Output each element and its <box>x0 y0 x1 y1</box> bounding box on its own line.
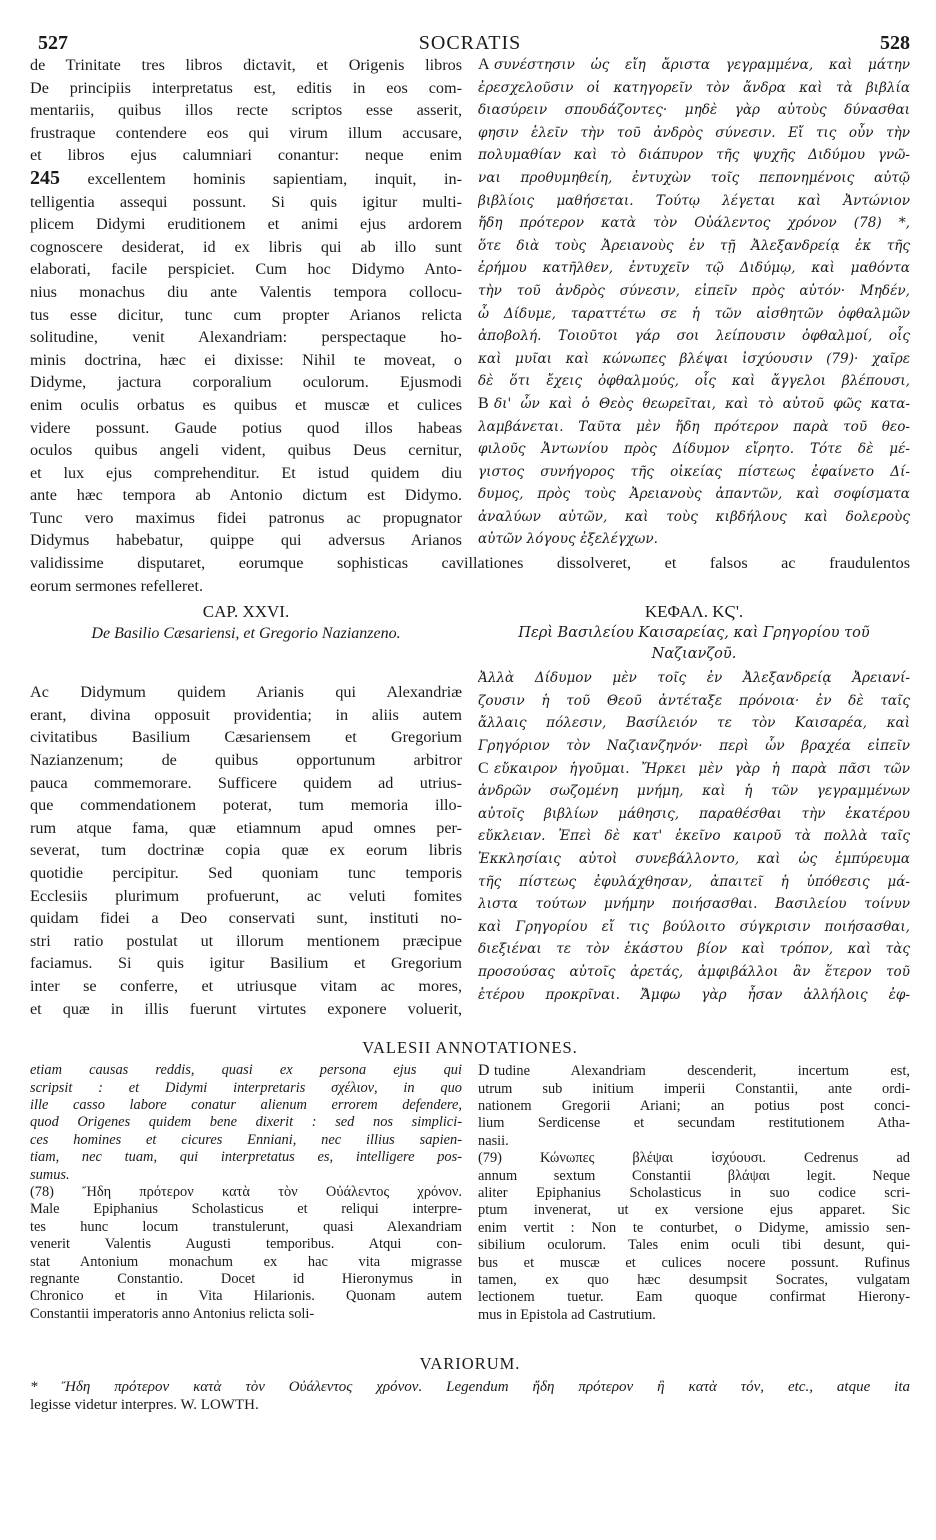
greek-line: Ἀλλὰ Δίδυμον μὲν τοῖς ἐν Ἀλεξανδρείᾳ Ἀρειανί- <box>478 670 910 687</box>
margin-number: 245 <box>30 166 60 189</box>
latin-line: de Trinitate tres libros dictavit, et Origenis libros <box>30 56 462 74</box>
greek-line: φησιν ἑλεῖν τὴν τοῦ ἀνδρὸς σύνεσιν. Εἴ τις οὖν τὴν <box>478 124 910 141</box>
annotation-columns <box>30 1062 910 1324</box>
latin-line: et lux ejus comprehenditur. Et istud quidem diu <box>30 463 462 482</box>
greek-chapter-subtitle: Ναζιανζοῦ. <box>651 646 737 663</box>
greek-chapter-title: ΚΕΦΑΛ. ΚϚ'. <box>644 602 744 622</box>
section-marker-b: B <box>478 394 489 412</box>
annotation-line: scripsit : et Didymi interpretaris σχέλιον, in quo <box>30 1079 462 1096</box>
annotation-line: bus et muscæ et culices nocere possunt. Rufinus <box>478 1254 910 1271</box>
latin-line: pauca commemorare. Sufficere quidem ad utrius- <box>30 773 462 792</box>
annotation-line: regnante Constantio. Docet id Hieronymus in <box>30 1271 462 1288</box>
greek-line: εὔκλειαν. Ἐπεὶ δὲ κατ' ἐκεῖνο καιροῦ τὰ πολλὰ ταῖς <box>478 828 910 845</box>
latin-line-text: excellentem hominis sapientiam, inquit, in- <box>87 169 462 188</box>
full-line: eorum sermones refelleret. <box>30 576 204 595</box>
annotation-line: aliter Epiphanius Scholasticus in suo codice scri- <box>478 1185 910 1201</box>
latin-line: videre possunt. Gaude potius quod illos habeas <box>30 418 462 437</box>
latin-line: inter se conferre, et utriusque vitam ac mores, <box>30 976 462 995</box>
greek-line: ἑτέρου προκρῖναι. Ἄμφω γὰρ ἦσαν ἀλλήλοις ἐφ- <box>478 986 910 1003</box>
latin-line: nius monachus diu ante Valentis tempora collocu- <box>30 282 462 301</box>
latin-line: Ecclesiis plurimum profuerunt, ac veluti fomites <box>30 886 462 905</box>
chapter-headings <box>30 601 910 665</box>
annotations-left <box>30 1062 462 1324</box>
greek-column-chapter <box>478 667 910 1020</box>
latin-line-numbered <box>30 167 462 191</box>
greek-line: προσούσας αὐτοῖς ἀρετάς, ἀμφιβάλλοι ἂν ἕτερον τοῦ <box>478 963 910 980</box>
greek-line-text: συνέστησιν ὡς εἴη ἄριστα γεγραμμένα, καὶ μάτην <box>494 57 910 73</box>
latin-line: rum atque fama, quæ etiamnum apud omnes per- <box>30 818 462 837</box>
greek-line-marked <box>478 758 910 781</box>
greek-line: καὶ Γρηγορίου εἴ τις βούλοιτο σύγκρισιν ποιήσασθαι, <box>478 918 910 935</box>
running-title: SOCRATIS <box>418 32 522 54</box>
greek-line: αὐτῶν λόγους ἐξελέγχων. <box>478 531 658 548</box>
left-page-number: 527 <box>38 32 68 54</box>
section-marker-d: D <box>478 1062 490 1080</box>
greek-line: Ἐκκλησίαις αὐτοὶ συνεβάλλοντο, καὶ ὡς ἐμπύρευμα <box>478 851 910 867</box>
latin-line: faciamus. Si quis igitur Basilium et Gregorium <box>30 954 462 973</box>
latin-line: et libros ejus calumniari conantur: neque enim <box>30 146 462 165</box>
greek-line: ζουσιν ἡ τοῦ Θεοῦ ἀντέταξε πρόνοια· ἐν δὲ ταῖς <box>478 692 910 709</box>
latin-line: De principiis interpretatus est, editis in eos com- <box>30 78 462 97</box>
variorum-title: VARIORUM. <box>419 1354 521 1374</box>
annotation-line: ille casso labore conatur alienum errorem defendere, <box>30 1096 462 1113</box>
annotation-line: nasii. <box>478 1132 509 1149</box>
greek-line: ὅτε διὰ τοὺς Ἀρειανοὺς ἐν τῇ Ἀλεξανδρείᾳ ἐκ τῆς <box>478 237 910 254</box>
annotation-line: ces homines et cicures Enniani, nec illius sapien- <box>30 1131 462 1148</box>
annotation-line: Chronico et in Vita Hilarionis. Quonam autem <box>30 1288 462 1305</box>
latin-line: mentariis, quibus illos recte scriptos esse asserit, <box>30 101 462 120</box>
greek-line: ἀποβολή. Τοιοῦτοι γάρ σοι λείπουσιν ὀφθαλμοί, οἷς <box>478 328 910 345</box>
annotation-line: (79) Κώνωπες βλέψαι ἰσχύουσι. Cedrenus ad <box>478 1150 910 1167</box>
greek-line: τῆς πίστεως ἐφυλάχθησαν, ἀπαιτεῖ ἡ ὑπόθεσις μά- <box>478 873 910 890</box>
greek-line: βιβλίοις μαθήσεται. Τούτῳ λέγεται καὶ Ἀντώνιον <box>478 192 910 209</box>
greek-line: φιλοῦς Ἀντωνίου πρὸς Δίδυμον εἴρητο. Τότε δὲ μέ- <box>478 441 910 458</box>
annotation-line: ptum invenerat, ut ex versione ejus apparet. Sic <box>478 1202 910 1219</box>
latin-line: stri ratio postulat ut illorum mentionem præcipue <box>30 931 462 950</box>
latin-line: Didymus habebatur, quippe qui adversus Arianos <box>30 531 462 550</box>
greek-line: ἐρήμου κατῆλθεν, ἐντυχεῖν τῷ Διδύμῳ, καὶ μαθόντα <box>478 260 910 277</box>
greek-line: ὦ Δίδυμε, ταραττέτω σε ἡ τῶν αἰσθητῶν ὀφθαλμῶν <box>478 305 910 322</box>
variorum-line: * Ἤδη πρότερον κατὰ τὸν Οὐάλεντος χρόνον. Legendum ἤδη πρότερον ἢ κατὰ τόν, etc., atque ita <box>30 1379 910 1396</box>
annotation-line <box>478 1062 910 1080</box>
annotation-line: stat Antonium monachum ex hac vita migrasse <box>30 1253 462 1270</box>
annotation-line: sibilium oculorum. Tales enim oculi tibi desunt, qui- <box>478 1237 910 1254</box>
latin-line: Didyme, jactura corporalium oculorum. Ejusmodi <box>30 373 462 392</box>
annotation-line: quod Origenes quidem bene dixerit : sed nos simplici- <box>30 1114 462 1131</box>
latin-line: oculos quibus angeli vident, quibus Deus cernitur, <box>30 441 462 460</box>
annotation-line: utrum sub initium imperii Constantii, ante ordi- <box>478 1080 910 1097</box>
annotation-line-text: tudine Alexandriam descenderit, incertum est, <box>494 1063 910 1080</box>
annotation-line: (78) Ἤδη πρότερον κατὰ τὸν Οὐάλεντος χρόνον. <box>30 1184 462 1200</box>
greek-line-marked <box>478 54 910 77</box>
greek-line: αὐτοῖς βιβλίων μάθησις, παραθέσθαι τὴν ἑκατέρου <box>478 805 910 822</box>
variorum-note <box>30 1378 910 1414</box>
annotation-line: enim vertit : Non te conturbet, o Didyme, amissio sen- <box>478 1219 910 1236</box>
annotation-line: annum sextum Constantii βλάψαι legit. Neque <box>478 1167 910 1184</box>
right-page-number: 528 <box>880 32 910 54</box>
greek-column-top <box>478 54 910 552</box>
greek-line: ἀνδρῶν σωζομένη μνήμη, καὶ ἡ τῶν γεγραμμένων <box>478 783 910 800</box>
annotation-line: venerit Valentis Augusti temporibus. Atqui con- <box>30 1236 462 1253</box>
greek-line: δυμος, πρὸς τοὺς Ἀρειανοὺς ἀπαντῶν, καὶ σοφίσματα <box>478 486 910 503</box>
latin-line: telligentia assequi possunt. Si quis igitur multi- <box>30 192 462 211</box>
variorum-line: legisse videtur interpres. W. LOWTH. <box>30 1397 259 1414</box>
greek-line-text: εὔκαιρον ἡγοῦμαι. Ἤρκει μὲν γὰρ ἡ παρὰ πᾶσι τῶν <box>494 760 910 777</box>
greek-line: διεξιέναι τε τὸν ἑκάστου βίον καὶ τρόπον, καὶ τὰς <box>478 941 910 958</box>
greek-line: καὶ μυῖαι καὶ κώνωπες βλέψαι ἰσχύουσιν (79)· χαῖρε <box>478 350 910 367</box>
page <box>30 28 910 1414</box>
top-columns <box>30 54 910 552</box>
greek-line: πολυμαθίαν καὶ τὸ διάπυρον τῆς ψυχῆς Διδύμου γνῶ- <box>478 147 910 164</box>
latin-column-chapter <box>30 667 462 1020</box>
section-marker-c: C <box>478 759 489 777</box>
latin-line: severat, tum doctrinæ copia quæ ex eorum libris <box>30 841 462 860</box>
latin-chapter-subtitle: De Basilio Cæsariensi, et Gregorio Nazianzeno. <box>91 625 401 643</box>
annotation-line: lectionem tuetur. Eam quoque confirmat Hierony- <box>478 1289 910 1306</box>
greek-line: ἄλλαις πόλεσιν, Βασίλειόν τε τὸν Καισαρέα, καὶ <box>478 715 910 732</box>
greek-line: γιστος συνήγορος τῆς οἰκείας πίστεως ἐφαίνετο Δί- <box>478 463 910 480</box>
annotations-right <box>478 1062 910 1324</box>
greek-line: ἀναλύων αὐτῶν, καὶ τοὺς κιβδήλους καὶ δολεροὺς <box>478 508 910 525</box>
greek-line: δὲ ὅτι ἔχεις ὀφθαλμούς, οἷς καὶ ἄγγελοι βλέπουσι, <box>478 373 910 390</box>
annotation-line: mus in Epistola ad Castrutium. <box>478 1306 656 1323</box>
full-width-latin <box>30 552 910 597</box>
latin-column-top <box>30 54 462 552</box>
greek-line-marked <box>478 393 910 416</box>
latin-line: erant, divina opposuit providentia; in aliis autem <box>30 705 462 724</box>
latin-line: minis doctrina, hæc ei dixisse: Nihil te moveat, o <box>30 350 462 369</box>
annotation-line: lium Serdicense et secundam restitutionem Atha- <box>478 1115 910 1132</box>
running-header <box>30 28 910 54</box>
annotation-line: Male Epiphanius Scholasticus et reliqui interpre- <box>30 1201 462 1218</box>
chapter-columns <box>30 667 910 1020</box>
latin-line: quotidie percipitur. Sed quoniam tunc temporis <box>30 864 462 882</box>
greek-line: διασύρειν σπουδάζοντες· μηδὲ γὰρ αὐτοὺς δύνασθαι <box>478 102 910 119</box>
greek-line: λιστα τούτων μνήμην ποιήσασθαι. Βασιλείου τοίνυν <box>478 896 910 913</box>
latin-line: quidam fidei a Deo conservati sunt, instituti no- <box>30 909 462 928</box>
greek-line: ναι προθυμηθείη, ἐντυχὼν τοῖς πεπονημένοις αὐτῷ <box>478 169 910 186</box>
latin-line: que commendationem poterat, tum memoria illo- <box>30 796 462 815</box>
greek-line: ἐρεσχελοῦσιν οἱ κατηγορεῖν τὸν ἄνδρα καὶ τὰ βιβλία <box>478 79 910 96</box>
full-line: validissime disputaret, eorumque sophisticas cavillationes dissolveret, et falsos ac fraudulentos <box>30 554 910 573</box>
annotation-line: sumus. <box>30 1166 70 1183</box>
latin-line: Ac Didymum quidem Arianis qui Alexandriæ <box>30 683 462 702</box>
latin-line: solitudine, venit Alexandriam: perspectaque ho- <box>30 328 462 347</box>
latin-line: cognoscere desiderat, id ex libris qui ab illo sunt <box>30 237 462 256</box>
greek-line: ἤδη πρότερον κατὰ τὸν Οὐάλεντος χρόνον (78) *, <box>478 215 910 232</box>
latin-line: Tunc vero maximus fidei patronus ac propugnator <box>30 508 462 527</box>
latin-line: ante hæc tempora ab Antonio dictum est Didymo. <box>30 486 462 505</box>
greek-line: Γρηγόριον τὸν Ναζιανζηνόν· περὶ ὧν βραχέα εἰπεῖν <box>478 738 910 755</box>
latin-line: enim oculis orbatus es quibus et muscæ et culices <box>30 395 462 414</box>
section-marker-a: A <box>478 56 490 73</box>
greek-line: λαμβάνεται. Ταῦτα μὲν ἤδη πρότερον παρὰ τοῦ θεο- <box>478 418 910 435</box>
annotation-line: tamen, ex quo hæc desumpsit Socrates, vulgatam <box>478 1272 910 1289</box>
latin-line: civitatibus Basilium Cæsariensem et Gregorium <box>30 728 462 747</box>
latin-line: Nazianzenum; de quibus opportunum arbitror <box>30 751 462 770</box>
annotation-line: etiam causas reddis, quasi ex persona ejus qui <box>30 1062 462 1079</box>
latin-chapter-title: CAP. XXVI. <box>202 602 290 622</box>
greek-chapter-subtitle: Περὶ Βασιλείου Καισαρείας, καὶ Γρηγορίου τοῦ <box>518 625 870 642</box>
latin-line: elaborati, facile perspiciet. Cum hoc Didymo Anto- <box>30 260 462 279</box>
latin-line: frustraque contendere eos qui virum illum accusare, <box>30 123 462 142</box>
annotation-line: tes hunc locum transtulerunt, quasi Alexandriam <box>30 1218 462 1235</box>
annotations-title: VALESII ANNOTATIONES. <box>362 1038 578 1058</box>
latin-line: tus esse dicitur, tunc cum propter Arianos relicta <box>30 305 462 324</box>
latin-line: plicem Didymi eruditionem et animi ejus ardorem <box>30 215 462 234</box>
greek-line-text: δι' ὧν καὶ ὁ Θεὸς θεωρεῖται, καὶ τὸ αὐτοῦ φῶς κατα- <box>494 395 910 412</box>
annotation-line: tiam, nec tuam, qui interpretatus es, intelligere pos- <box>30 1149 462 1166</box>
annotation-line: nationem Gregorii Ariani; an potius post conci- <box>478 1097 910 1114</box>
greek-line: τὴν τοῦ ἀνδρὸς σύνεσιν, εἰπεῖν πρὸς αὐτόν· Μηδέν, <box>478 282 910 299</box>
annotation-line: Constantii imperatoris anno Antonius relicta soli- <box>30 1305 315 1322</box>
latin-line: et quæ in illis fuerunt virtutes exponere voluerit, <box>30 999 462 1018</box>
